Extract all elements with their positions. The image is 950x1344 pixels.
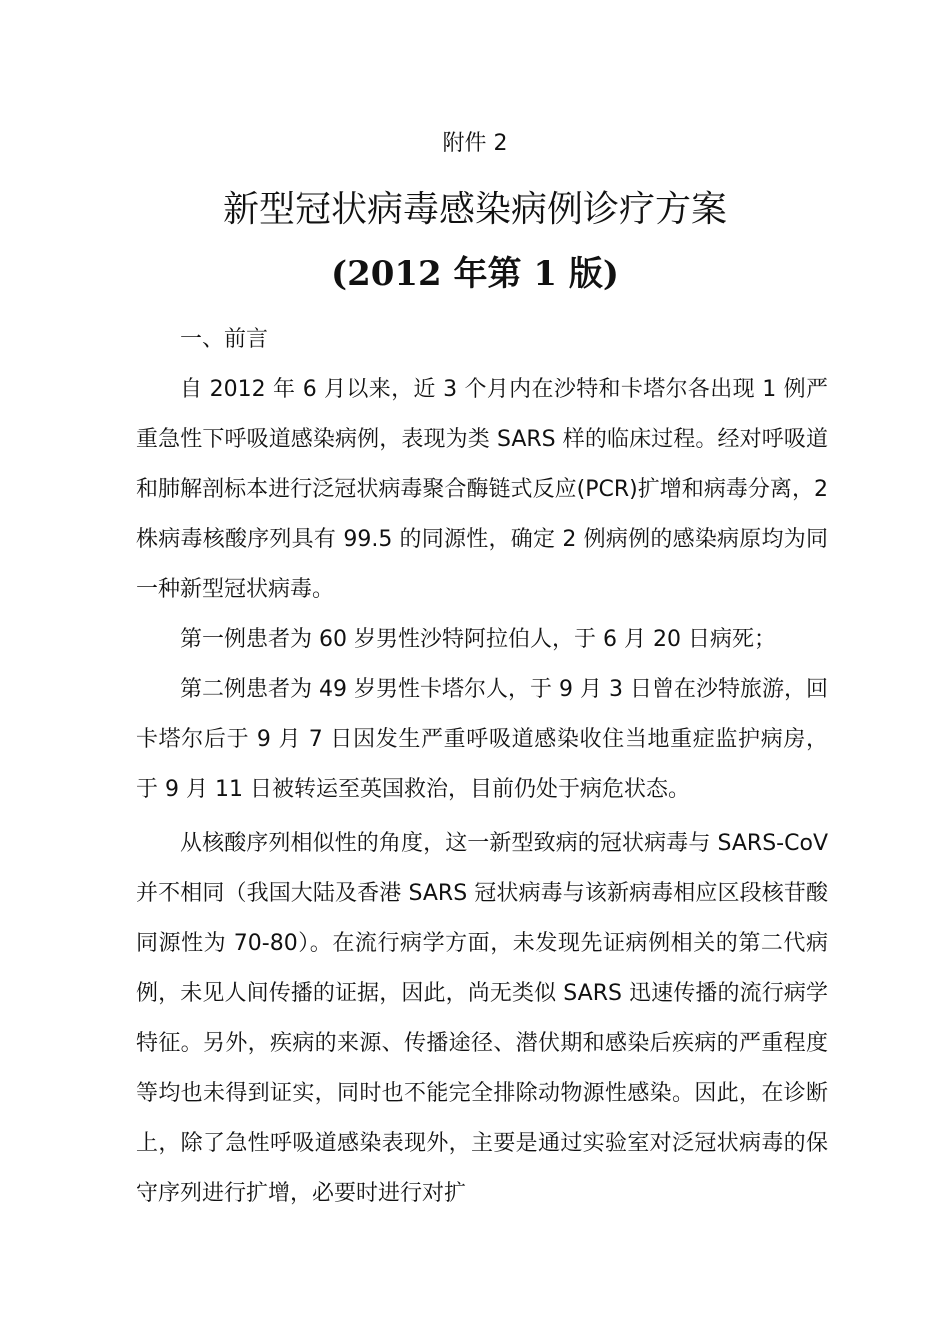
paragraph-case-two: 第二例患者为 49 岁男性卡塔尔人，于 9 月 3 日曾在沙特旅游，回卡塔尔后于 9 月 7 日因发生严重呼吸道感染收住当地重症监护病房，于 9 月 11 日被转运至英国救治，目前仍处于病危状态。 — [136, 677, 828, 802]
paragraph-analysis: 从核酸序列相似性的角度，这一新型致病的冠状病毒与 SARS-CoV 并不相同（我国大陆及香港 SARS 冠状病毒与该新病毒相应区段核苷酸同源性为 70-80）。在流行病学方面，未发现先证病例相关的第二代病例，未见人间传播的证据，因此，尚无类似 SARS 迅速传播的流行病学特征。另外，疾病的来源、传播途径、潜伏期和感染后疾病的严重程度等均也未得到证实，同时也不能完全排除动物源性感染。因此，在诊断上，除了急性呼吸道感染表现外，主要是通过实验室对泛冠状病毒的保守序列进行扩增，必要时进行对扩 — [136, 831, 828, 1206]
document-subtitle: (2012 年第 1 版) — [331, 254, 619, 294]
document-title: 新型冠状病毒感染病例诊疗方案 — [222, 189, 727, 230]
attachment-label: 附件 2 — [442, 131, 508, 156]
paragraph-case-one: 第一例患者为 60 岁男性沙特阿拉伯人，于 6 月 20 日病死； — [180, 627, 776, 652]
paragraph-intro: 自 2012 年 6 月以来，近 3 个月内在沙特和卡塔尔各出现 1 例严重急性下呼吸道感染病例，表现为类 SARS 样的临床过程。经对呼吸道和肺解剖标本进行泛冠状病毒聚合酶链式反应(PCR)扩增和病毒分离，2 株病毒核酸序列具有 99.5 的同源性，确定 2 例病例的感染病原均为同一种新型冠状病毒。 — [136, 377, 828, 602]
document-body — [136, 315, 828, 1219]
section-heading: 一、前言 — [180, 327, 269, 352]
